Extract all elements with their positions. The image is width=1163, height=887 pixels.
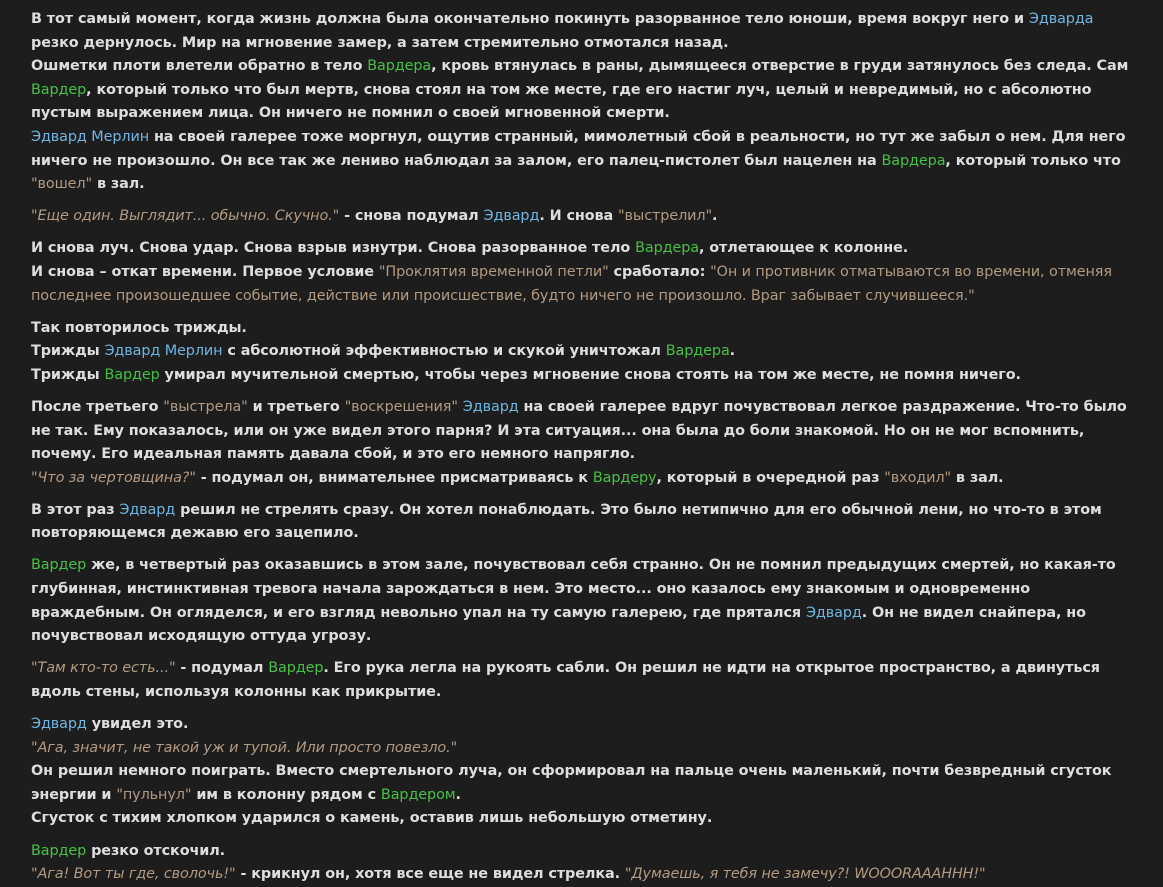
italic-quote: "Там кто-то есть..." (31, 660, 176, 677)
character-name-eduard: Эдвард (119, 501, 176, 518)
character-name-varder: Вардера (665, 343, 730, 360)
text-segment: , кровь втянулась в раны, дымящееся отверстие в груди затянулось без следа. Сам (431, 58, 1129, 75)
italic-quote: "Что за чертовщина?" (31, 469, 196, 486)
character-name-eduard: Эдвард Мерлин (31, 128, 150, 145)
paragraph (31, 554, 1132, 648)
paragraph (31, 760, 1132, 807)
text-segment: После третьего (31, 398, 164, 415)
paragraph (31, 237, 1132, 261)
paragraph (31, 863, 1132, 887)
text-segment: Трижды (31, 366, 105, 383)
paragraph (31, 55, 1132, 126)
paragraph (31, 8, 1132, 55)
character-name-eduard: Эдвард (462, 398, 519, 415)
character-name-eduard: Эдварда (1028, 11, 1094, 27)
paragraph (31, 807, 1132, 831)
paragraph (31, 657, 1132, 704)
paragraph (31, 340, 1132, 364)
text-segment: , который только что был мертв, снова стоял на том же месте, где его настиг луч, целый и невредимый, но с абсолютно пустым выражением лица. Он ничего не помнил о своей мгновенной смерти. (31, 81, 1092, 122)
text-segment: В тот самый момент, когда жизнь должна была окончательно покинуть разорванное тело юноши, время вокруг него и (31, 11, 1029, 27)
quoted-phrase: "выстрела" (163, 398, 248, 415)
character-name-varder: Вардер (268, 660, 324, 677)
character-name-varder: Вардер (31, 557, 87, 574)
text-segment: . (455, 786, 461, 803)
text-segment: с абсолютной эффективностью и скукой уничтожал (222, 343, 666, 360)
text-segment: резко отскочил. (86, 842, 226, 859)
text-segment: умирал мучительной смертью, чтобы через мгновение снова стоять на том же месте, не помня ничего. (159, 366, 1021, 383)
character-name-eduard: Эдвард Мерлин (104, 343, 223, 360)
paragraph (31, 713, 1132, 737)
character-name-eduard: Эдвард (483, 208, 540, 225)
character-name-varder: Вардера (881, 152, 946, 169)
text-segment: И снова – откат времени. Первое условие (31, 263, 379, 280)
text-segment: . (729, 343, 736, 360)
text-segment: - снова подумал (339, 208, 484, 225)
character-name-eduard: Эдвард (805, 604, 862, 621)
text-segment: Он решил немного поиграть. Вместо смертельного луча, он сформировал на пальце очень маленький, почти безвредный сгусток энергии и (31, 763, 1112, 803)
text-segment: сработало: (608, 263, 711, 280)
text-segment: - подумал он, внимательнее присматриваясь к (195, 469, 593, 486)
quoted-phrase: "вошел" (31, 176, 93, 193)
text-segment: Так повторилось трижды. (31, 319, 247, 336)
character-name-varder: Вардера (635, 240, 699, 257)
text-segment: в зал. (92, 176, 145, 193)
text-segment: на своей галерее вдруг почувствовал легкое раздражение. Что-то было не так. Ему показалось, или он уже видел этого парня? И эта ситуация... она была до боли знакомой. Но он не мог вспомнить, почему. Его идеальная память давала сбой, и это его немного напрягло. (31, 398, 1127, 463)
paragraph (31, 317, 1132, 341)
paragraph (31, 364, 1132, 388)
paragraph (31, 261, 1132, 308)
paragraph (31, 396, 1132, 467)
text-segment: - крикнул он, хотя все еще не видел стрелка. (235, 866, 625, 883)
character-name-varder: Вардер (31, 81, 87, 98)
italic-quote: "Думаешь, я тебя не замечу?! WOOORAAAHHH!" (624, 866, 986, 883)
text-segment: же, в четвертый раз оказавшись в этом зале, почувствовал себя странно. Он не помнил предыдущих смертей, но какая-то глубинная, инстинктивная тревога начала зарождаться в нем. Это место... оно казалось ему знакомым и одновременно враждебным. Он огляделся, и его взгляд невольно упал на ту самую галерею, где прятался (31, 557, 1116, 621)
text-segment: Сгусток с тихим хлопком ударился о камень, оставив лишь небольшую отметину. (31, 810, 713, 827)
quoted-phrase: "Проклятия временной петли" (378, 263, 609, 280)
text-segment: , который только что (945, 152, 1121, 169)
quoted-phrase: "воскрешения" (344, 398, 458, 415)
paragraph (31, 840, 1132, 864)
italic-quote: "Ага, значит, не такой уж и тупой. Или просто повезло." (31, 739, 458, 756)
text-segment: В этот раз (31, 501, 120, 518)
text-segment: Трижды (31, 343, 105, 360)
paragraph (31, 205, 1132, 229)
quoted-phrase: "выстрелил" (618, 208, 713, 225)
paragraph (31, 126, 1132, 197)
text-segment: увидел это. (86, 716, 189, 733)
character-name-varder: Вардером (380, 786, 456, 803)
character-name-varder: Вардеру (592, 469, 657, 486)
character-name-varder: Вардера (367, 58, 432, 75)
quoted-phrase: "входил" (884, 469, 952, 486)
italic-quote: "Ага! Вот ты где, сволочь!" (31, 866, 236, 883)
text-segment: Ошметки плоти влетели обратно в тело (31, 58, 368, 75)
text-segment: на своей галерее тоже моргнул, ощутив странный, мимолетный сбой в реальности, но тут же забыл о нем. Для него ничего не произошло. Он все так же лениво наблюдал за залом, его палец-пистолет был нацелен на (31, 128, 1126, 169)
character-name-varder: Вардер (104, 366, 160, 383)
text-segment: . (712, 208, 718, 225)
text-segment: . Он не видел снайпера, но почувствовал исходящую оттуда угрозу. (31, 604, 1086, 645)
text-segment: им в колонну рядом с (191, 786, 381, 803)
text-segment: . Его рука легла на рукоять сабли. Он решил не идти на открытое пространство, а двинуться вдоль стены, используя колонны как прикрытие. (31, 660, 1100, 700)
italic-quote: "Еще один. Выглядит... обычно. Скучно." (31, 208, 340, 225)
text-segment: решил не стрелять сразу. Он хотел понаблюдать. Это было нетипично для его обычной лени, но что-то в этом повторяющемся дежавю его зацепило. (31, 501, 1102, 542)
quoted-phrase: "Он и противник отматываются во времени, отменяя последнее произошедшее событие, действие или происшествие, будто ничего не произошло. Враг забывает случившееся." (31, 263, 1112, 304)
text-segment: и третьего (247, 398, 345, 415)
text-segment: , отлетающее к колонне. (698, 240, 909, 257)
text-segment: резко дернулось. Мир на мгновение замер, а затем стремительно отмотался назад. (31, 34, 729, 51)
text-segment: в зал. (951, 469, 1004, 486)
text-segment: И снова луч. Снова удар. Снова взрыв изнутри. Снова разорванное тело (31, 240, 636, 257)
character-name-varder: Вардер (31, 842, 87, 859)
character-name-eduard: Эдвард (31, 716, 87, 733)
text-segment: - подумал (175, 660, 269, 677)
quoted-phrase: "пульнул" (116, 786, 192, 803)
paragraph (31, 737, 1132, 761)
text-segment: . И снова (539, 208, 619, 225)
paragraph (31, 499, 1132, 546)
paragraph (31, 467, 1132, 491)
text-segment: , который в очередной раз (656, 469, 885, 486)
